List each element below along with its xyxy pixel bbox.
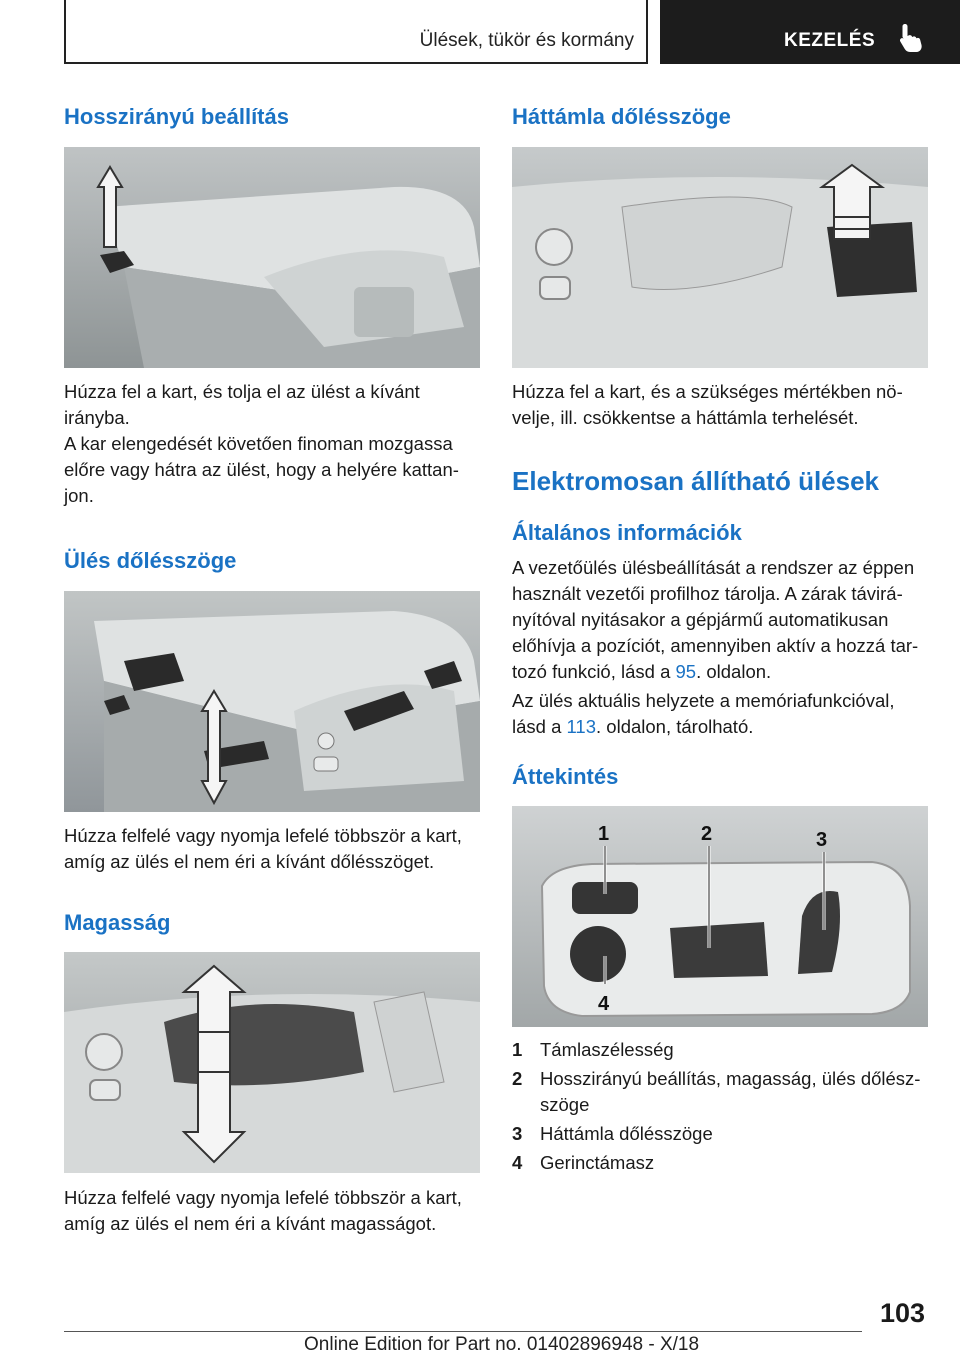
running-header-frame bbox=[64, 0, 648, 64]
pointing-hand-icon bbox=[896, 22, 926, 54]
legend-item bbox=[512, 1121, 932, 1147]
paragraph-longitudinal-1: Húzza fel a kart, és tolja el az ülést a kívánt irányba. bbox=[64, 381, 420, 428]
heading-seat-tilt: Ülés dőlésszöge bbox=[64, 548, 237, 573]
callout-1: 1 bbox=[598, 823, 610, 845]
general-info-text: A vezetőülés ülésbeállítását a rendszer az éppen használt vezetői profilhoz tárolja. A zárak távirá-nyítóval nyitásakor a gépjármű automatikusan előhívja a pozíciót, amennyiben aktív a hozzá tar-tozó funkció, lásd a bbox=[512, 557, 919, 682]
paragraph-general-info-2 bbox=[512, 688, 928, 740]
callout-4: 4 bbox=[598, 993, 610, 1015]
legend-number: 1 bbox=[512, 1039, 523, 1060]
footer-edition: Online Edition for Part no. 01402896948 - X/18 bbox=[304, 1334, 700, 1355]
heading-backrest-tilt: Háttámla dőlésszöge bbox=[512, 104, 731, 129]
legend-item bbox=[512, 1037, 932, 1063]
legend-number: 2 bbox=[512, 1068, 523, 1089]
paragraph-seat-tilt: Húzza felfelé vagy nyomja lefelé többször a kart, amíg az ülés el nem éri a kívánt dőlésszöget. bbox=[64, 825, 462, 872]
general-info-text-end: . oldalon. bbox=[696, 661, 772, 682]
chapter-tab bbox=[660, 0, 960, 64]
heading-height: Magasság bbox=[64, 910, 171, 935]
image-seat-fore-aft-lever bbox=[64, 147, 480, 368]
image-backrest-lever bbox=[512, 147, 928, 368]
legend-text: Gerinctámasz bbox=[540, 1152, 655, 1173]
paragraph-backrest-tilt: Húzza fel a kart, és a szükséges mértékben nö-velje, ill. csökkentse a háttámla terhelését. bbox=[512, 381, 903, 428]
callout-2: 2 bbox=[701, 823, 713, 845]
heading-general-info: Általános információk bbox=[512, 520, 742, 545]
footer-divider bbox=[64, 1331, 862, 1332]
page-link-95[interactable]: 95 bbox=[675, 661, 697, 682]
legend-text: Háttámla dőlésszöge bbox=[540, 1123, 713, 1144]
heading-overview: Áttekintés bbox=[512, 764, 619, 789]
legend-number: 4 bbox=[512, 1152, 523, 1173]
heading-electric-seats: Elektromosan állítható ülések bbox=[512, 466, 880, 496]
overview-legend bbox=[512, 1037, 932, 1179]
image-seat-height-lever bbox=[64, 952, 480, 1173]
legend-item bbox=[512, 1150, 932, 1176]
image-seat-tilt-lever bbox=[64, 591, 480, 812]
running-header-title: Ülések, tükör és kormány bbox=[419, 30, 634, 51]
callout-3: 3 bbox=[816, 829, 828, 851]
memory-text-end: . oldalon, tárolható. bbox=[596, 716, 754, 737]
legend-item bbox=[512, 1066, 932, 1118]
paragraph-general-info-1 bbox=[512, 555, 928, 685]
paragraph-height: Húzza felfelé vagy nyomja lefelé többször a kart, amíg az ülés el nem éri a kívánt magasságot. bbox=[64, 1187, 462, 1234]
paragraph-longitudinal-2: A kar elengedését követően finoman mozgassa előre vagy hátra az ülést, hogy a helyére kattan-jon. bbox=[64, 433, 459, 506]
memory-text: Az ülés aktuális helyzete a memóriafunkcióval, lásd a bbox=[512, 690, 895, 737]
heading-longitudinal-adjustment: Hosszirányú beállítás bbox=[64, 104, 289, 129]
legend-text: Hosszirányú beállítás, magasság, ülés dőlész-szöge bbox=[540, 1068, 921, 1115]
page-number: 103 bbox=[880, 1298, 926, 1328]
image-seat-controls-overview bbox=[512, 806, 928, 1027]
page-link-113[interactable]: 113 bbox=[566, 716, 597, 737]
legend-text: Támlaszélesség bbox=[540, 1039, 674, 1060]
chapter-tab-label: KEZELÉS bbox=[784, 30, 876, 51]
legend-number: 3 bbox=[512, 1123, 523, 1144]
